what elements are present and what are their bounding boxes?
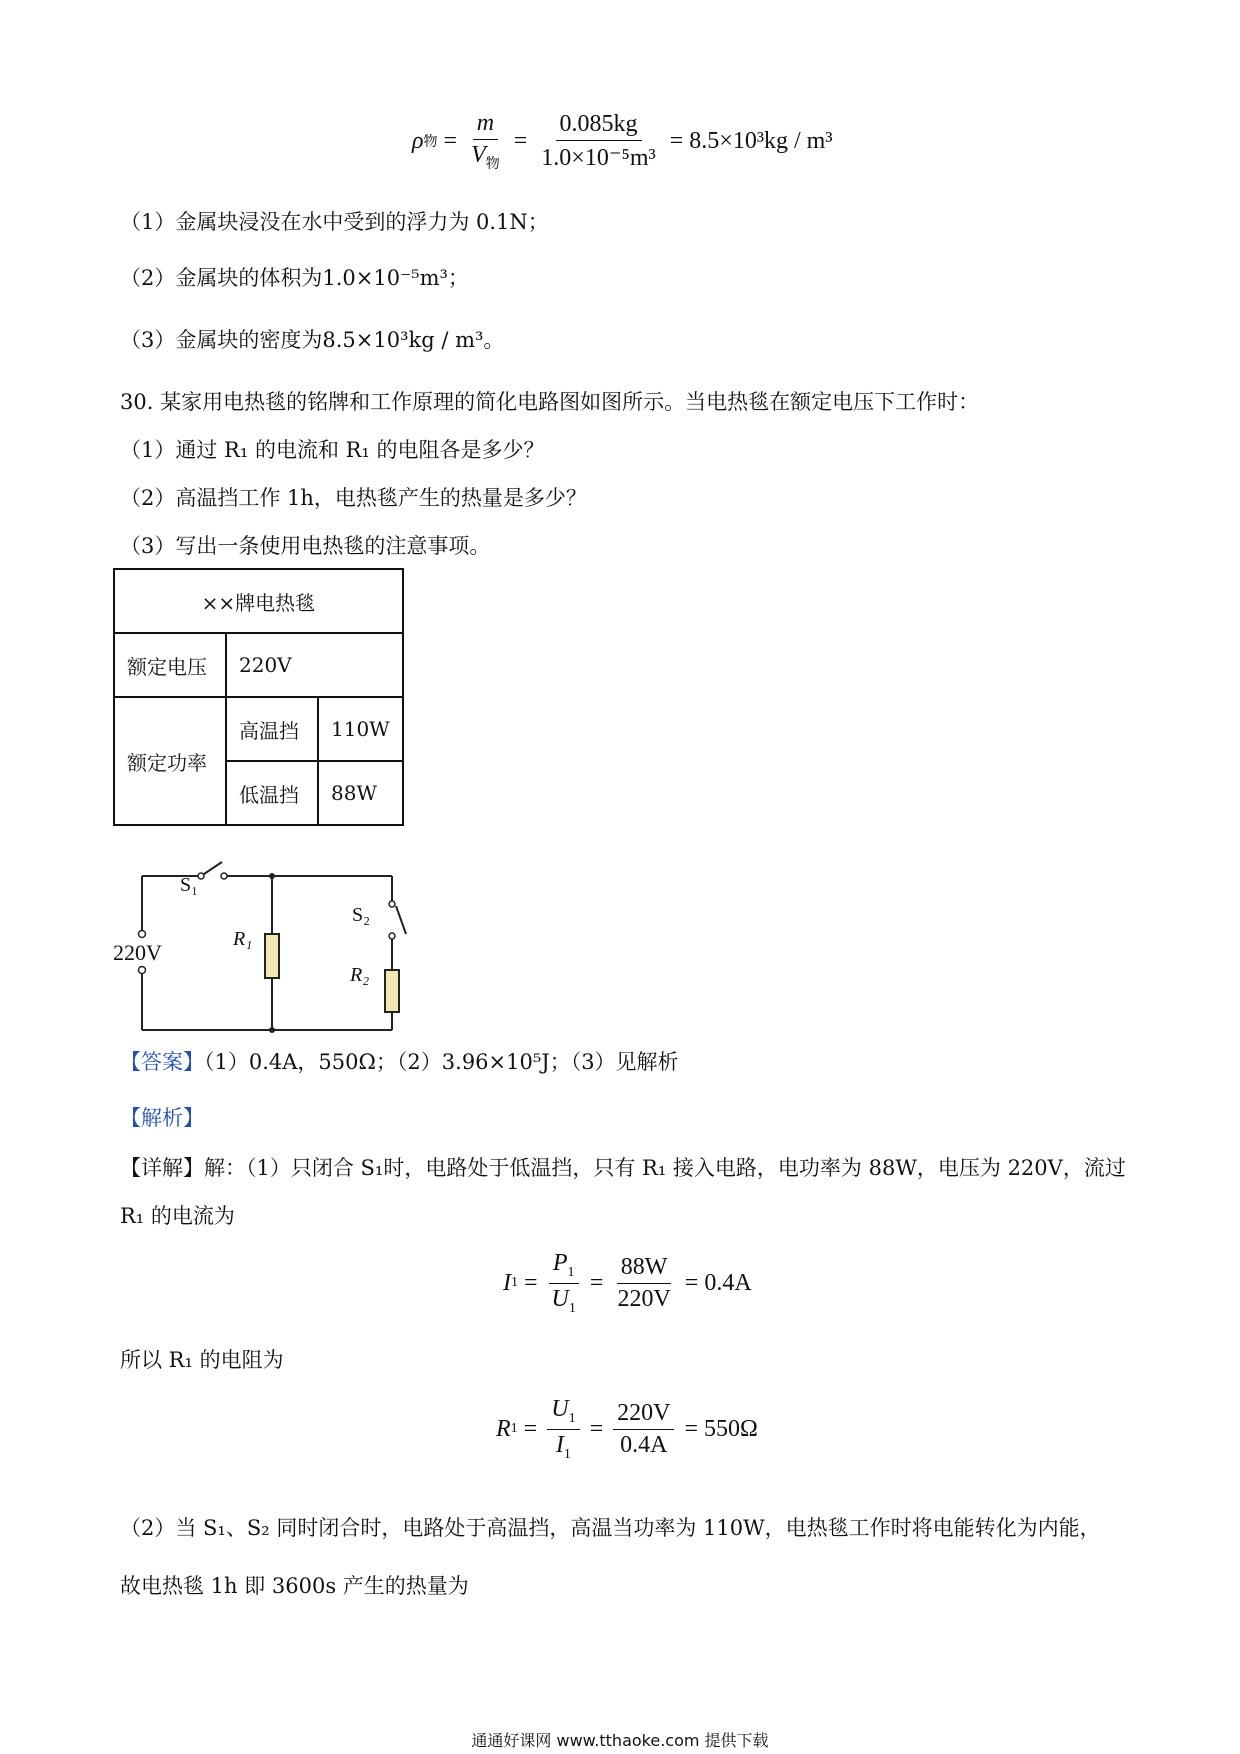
equals-sign: = (437, 127, 464, 154)
footer-watermark: 通通好课网 www.tthaoke.com 提供下载 (471, 1731, 769, 1750)
high-mode-value: 110W (318, 697, 403, 761)
fraction-numerator: m (473, 110, 498, 140)
density-formula (412, 110, 833, 173)
resistor-r2-label: R₂ (350, 964, 370, 986)
switch-s2-contact (389, 933, 395, 939)
fraction-values: $\frac{88W}{220V}$ (617, 1253, 671, 1312)
junction-dot (269, 1027, 275, 1033)
fraction-values: $\frac{220V}{0.4A}$ (613, 1400, 674, 1459)
density-symbol-sub: 物 (423, 134, 438, 151)
prev-answer-2: （2）金属块的体积为1.0×10⁻⁵m³； (120, 266, 469, 290)
fraction-denominator: $V_物$ (471, 142, 500, 172)
junction-dot (269, 873, 275, 879)
source-voltage-label: 220V (113, 940, 162, 965)
switch-s1-blade (204, 862, 222, 874)
fraction-numerator: 0.085kg (556, 111, 642, 141)
question-part-1: （1）通过 R₁ 的电流和 R₁ 的电阻各是多少？ (120, 438, 545, 462)
fraction-u-over-i: $\frac{U_1}{I_1}$ (547, 1396, 579, 1463)
resistor-r1 (265, 934, 279, 978)
fraction-p-over-u: $\frac{P_1}{U_1}$ (548, 1250, 580, 1317)
fraction-denominator: 1.0×10⁻⁵m³ (541, 144, 656, 171)
detail-line-2: R₁ 的电流为 (120, 1204, 235, 1228)
switch-s2-contact (389, 901, 395, 907)
equals-sign: = (507, 127, 534, 154)
question-part-2: （2）高温挡工作 1h，电热毯产生的热量是多少？ (120, 486, 587, 510)
low-mode-label: 低温挡 (226, 761, 318, 825)
detail-line-1: 【详解】解：（1）只闭合 S₁时，电路处于低温挡，只有 R₁ 接入电路，电功率为 88W，电压为 220V，流过 (120, 1156, 1126, 1180)
voltage-value: 220V (226, 633, 403, 697)
answer-text: （1）0.4A，550Ω；（2）3.96×10⁵J；（3）见解析 (204, 1050, 679, 1074)
high-mode-label: 高温挡 (226, 697, 318, 761)
terminal-bottom (139, 967, 146, 974)
switch-s1-contact (198, 873, 204, 879)
resistor-r2 (385, 970, 399, 1012)
detail-line-4: （2）当 S₁、S₂ 同时闭合时，电路处于高温挡，高温当功率为 110W，电热毯工作时将电能转化为内能， (120, 1516, 1101, 1540)
voltage-label: 额定电压 (114, 633, 226, 697)
fraction-m-over-v (467, 110, 504, 173)
resistance-formula: R 1 = $\frac{U_1}{I_1}$ = $\frac{220V}{0.4A}$ = 550Ω (496, 1396, 758, 1462)
power-label: 额定功率 (114, 697, 226, 825)
analysis-tag: 【解析】 (120, 1106, 204, 1130)
prev-answer-3: （3）金属块的密度为8.5×10³kg / m³。 (120, 328, 505, 352)
prev-answer-1: （1）金属块浸没在水中受到的浮力为 0.1N； (120, 210, 549, 234)
equals-sign: = (663, 127, 690, 154)
question-stem: 30. 某家用电热毯的铭牌和工作原理的简化电路图如图所示。当电热毯在额定电压下工作时： (120, 390, 980, 414)
nameplate-title: ××牌电热毯 (114, 569, 403, 633)
current-result: 0.4A (704, 1269, 752, 1296)
fraction-values (537, 111, 659, 172)
answer-line (120, 1046, 679, 1076)
resistance-result: 550Ω (704, 1415, 758, 1442)
low-mode-value: 88W (318, 761, 403, 825)
switch-s2-blade (396, 906, 406, 934)
density-result: 8.5×10³kg / m³ (689, 127, 833, 154)
switch-s1-contact (221, 873, 227, 879)
detail-line-5: 故电热毯 1h 即 3600s 产生的热量为 (120, 1574, 469, 1598)
detail-line-3: 所以 R₁ 的电阻为 (120, 1348, 284, 1372)
nameplate-table (113, 568, 404, 826)
terminal-top (139, 931, 146, 938)
resistor-r1-label: R₁ (233, 928, 253, 950)
density-symbol: ρ (412, 127, 424, 154)
question-part-3: （3）写出一条使用电热毯的注意事项。 (120, 534, 491, 558)
switch-s2-label: S₂ (352, 904, 371, 926)
answer-tag: 【答案】 (120, 1050, 204, 1074)
switch-s1-label: S₁ (180, 874, 199, 896)
current-formula: I 1 = $\frac{P_1}{U_1}$ = $\frac{88W}{220V}$ = 0.4A (503, 1250, 752, 1316)
